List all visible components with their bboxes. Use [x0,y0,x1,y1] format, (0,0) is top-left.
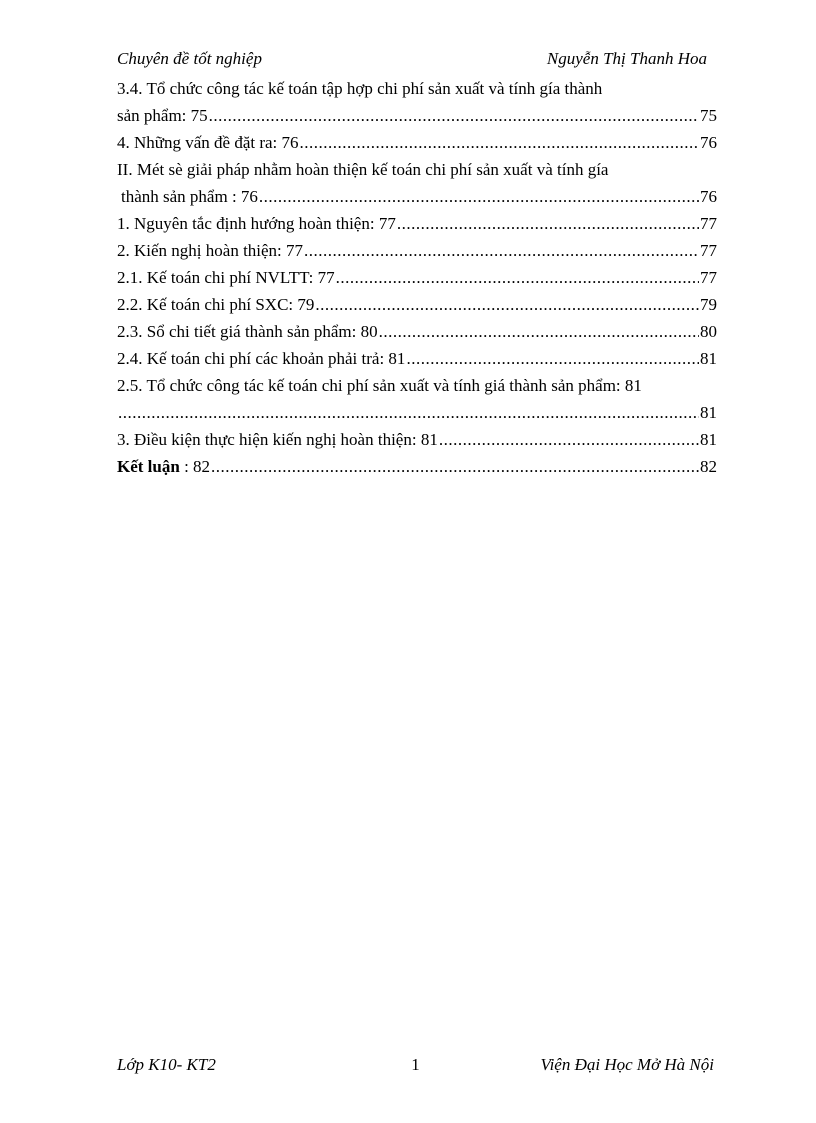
toc-entry-II[interactable] [117,156,717,210]
toc-entry-2-3[interactable] [117,318,717,345]
header-author: Nguyễn Thị Thanh Hoa [546,49,707,68]
toc-entry-2-2[interactable] [117,291,717,318]
dot-leader [315,291,699,318]
dot-leader [379,318,699,345]
dot-leader [300,129,699,156]
toc-entry-2[interactable] [117,237,717,264]
dot-leader [336,264,699,291]
toc-page-number: 77 [700,214,717,233]
toc-entry-title [117,453,210,480]
toc-page-number: 79 [700,295,717,314]
toc-entry-title-suffix: : 82 [179,457,211,476]
dot-leader [211,453,699,480]
dot-leader [209,102,699,129]
dot-leader [304,237,699,264]
toc-entry-title-continued: sản phẩm: 75 [117,106,208,125]
dot-leader [259,183,699,210]
toc-entry-4[interactable] [117,129,717,156]
table-of-contents [117,75,717,480]
toc-page-number: 75 [700,106,717,125]
toc-entry-title: 4. Những vấn đề đặt ra: 76 [117,133,299,152]
toc-page-number: 76 [700,187,717,206]
footer-institution: Viện Đại Học Mở Hà Nội [540,1055,714,1074]
toc-page-number: 81 [700,430,717,449]
toc-entry-title: 3. Điều kiện thực hiện kiến nghị hoàn thiện: 81 [117,430,438,449]
toc-page-number: 81 [700,403,717,422]
footer-page-number: 1 [411,1055,420,1074]
toc-entry-2-5[interactable] [117,372,717,426]
toc-page-number: 80 [700,322,717,341]
toc-entry-2-1[interactable] [117,264,717,291]
toc-page-number: 81 [700,349,717,368]
dot-leader [118,399,699,426]
header-document-type: Chuyên đề tốt nghiệp [117,49,262,68]
toc-entry-title: 2.5. Tổ chức công tác kế toán chi phí sản xuất và tính giá thành sản phẩm: 81 [117,376,642,395]
toc-entry-title: 3.4. Tổ chức công tác kế toán tập hợp chi phí sản xuất và tính gía thành [117,79,603,98]
toc-page-number: 77 [700,241,717,260]
page-header [117,49,707,71]
toc-entry-title: 2. Kiến nghị hoàn thiện: 77 [117,241,304,260]
toc-entry-1[interactable] [117,210,717,237]
toc-entry-title: 2.4. Kế toán chi phí các khoản phải trả: 81 [117,349,406,368]
toc-entry-2-4[interactable] [117,345,717,372]
toc-entry-title-continued: thành sản phẩm : 76 [121,187,258,206]
toc-entry-title: 2.3. Sổ chi tiết giá thành sản phẩm: 80 [117,322,378,341]
toc-entry-title: 2.2. Kế toán chi phí SXC: 79 [117,295,315,314]
page-footer [117,1055,714,1079]
toc-entry-ket-luan[interactable] [117,453,717,480]
dot-leader [397,210,699,237]
toc-entry-3[interactable] [117,426,717,453]
toc-page-number: 77 [700,268,717,287]
toc-entry-title: 2.1. Kế toán chi phí NVLTT: 77 [117,268,335,287]
toc-entry-title: 1. Nguyên tắc định hướng hoàn thiện: 77 [117,214,396,233]
footer-class: Lớp K10- KT2 [117,1055,216,1074]
toc-page-number: 82 [700,457,717,476]
toc-page-number: 76 [700,133,717,152]
dot-leader [439,426,699,453]
toc-entry-title-bold: Kết luận [117,457,180,476]
toc-entry-3-4[interactable] [117,75,717,129]
dot-leader [406,345,699,372]
toc-entry-title: II. Mét sè giải pháp nhằm hoàn thiện kế toán chi phí sản xuất và tính gía [117,160,609,179]
